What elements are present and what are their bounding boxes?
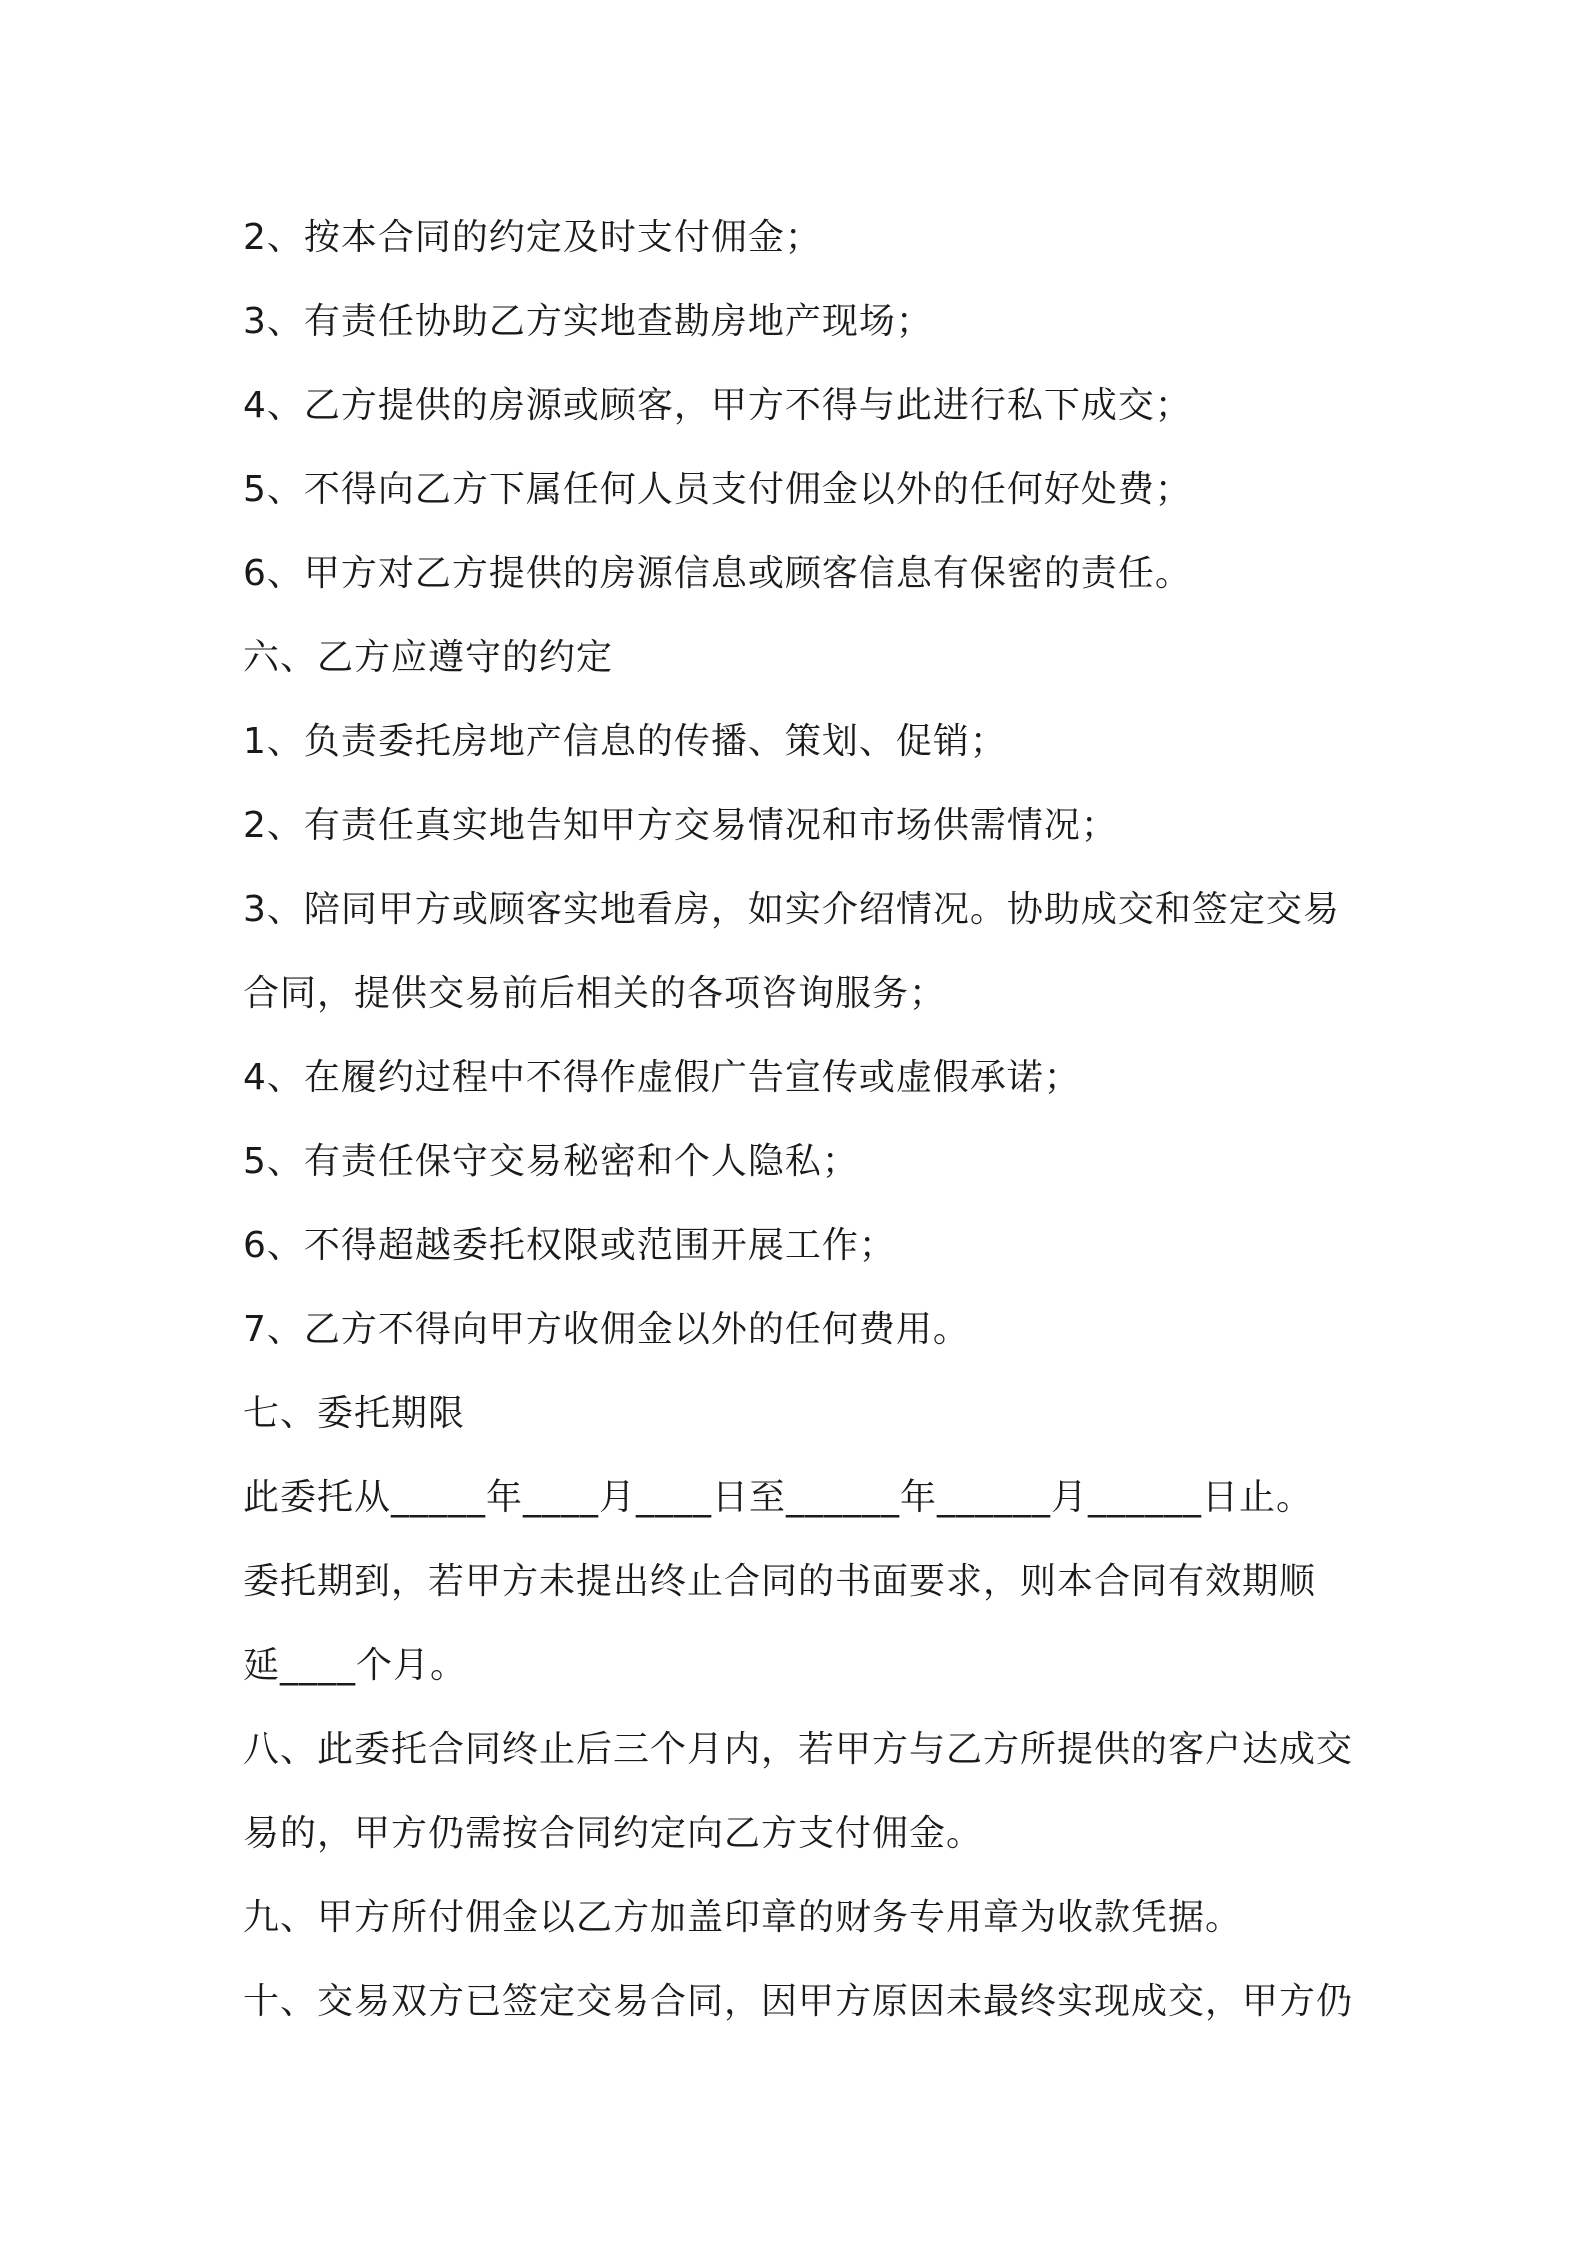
section-8: 八、此委托合同终止后三个月内，若甲方与乙方所提供的客户达成交 — [243, 1729, 1354, 1770]
section-10: 十、交易双方已签定交易合同，因甲方原因未最终实现成交，甲方仍 — [243, 1981, 1354, 2022]
section-heading-7: 七、委托期限 — [243, 1393, 466, 1434]
document-body — [243, 196, 1373, 2044]
clause-party-b-4: 4、在履约过程中不得作虚假广告宣传或虚假承诺； — [243, 1057, 1081, 1098]
clause-party-a-3: 3、有责任协助乙方实地查勘房地产现场； — [243, 301, 933, 342]
clause-party-b-6: 6、不得超越委托权限或范围开展工作； — [243, 1225, 896, 1266]
section-8-cont: 易的，甲方仍需按合同约定向乙方支付佣金。 — [243, 1813, 984, 1854]
clause-party-b-3-cont: 合同，提供交易前后相关的各项咨询服务； — [243, 973, 947, 1014]
clause-party-a-4: 4、乙方提供的房源或顾客，甲方不得与此进行私下成交； — [243, 385, 1192, 426]
clause-party-b-2: 2、有责任真实地告知甲方交易情况和市场供需情况； — [243, 805, 1118, 846]
clause-party-b-5: 5、有责任保守交易秘密和个人隐私； — [243, 1141, 859, 1182]
clause-party-b-3: 3、陪同甲方或顾客实地看房，如实介绍情况。协助成交和签定交易 — [243, 889, 1340, 930]
clause-party-b-1: 1、负责委托房地产信息的传播、策划、促销； — [243, 721, 1007, 762]
term-extension-line: 委托期到，若甲方未提出终止合同的书面要求，则本合同有效期顺 — [243, 1561, 1317, 1602]
term-extension-cont: 延____个月。 — [243, 1645, 468, 1686]
term-period-line: 此委托从_____年____月____日至______年______月______日止。 — [243, 1477, 1314, 1518]
clause-party-a-5: 5、不得向乙方下属任何人员支付佣金以外的任何好处费； — [243, 469, 1192, 510]
clause-party-b-7: 7、乙方不得向甲方收佣金以外的任何费用。 — [243, 1309, 970, 1350]
section-9: 九、甲方所付佣金以乙方加盖印章的财务专用章为收款凭据。 — [243, 1897, 1243, 1938]
clause-party-a-2: 2、按本合同的约定及时支付佣金； — [243, 217, 822, 258]
section-heading-6: 六、乙方应遵守的约定 — [243, 637, 614, 678]
clause-party-a-6: 6、甲方对乙方提供的房源信息或顾客信息有保密的责任。 — [243, 553, 1192, 594]
